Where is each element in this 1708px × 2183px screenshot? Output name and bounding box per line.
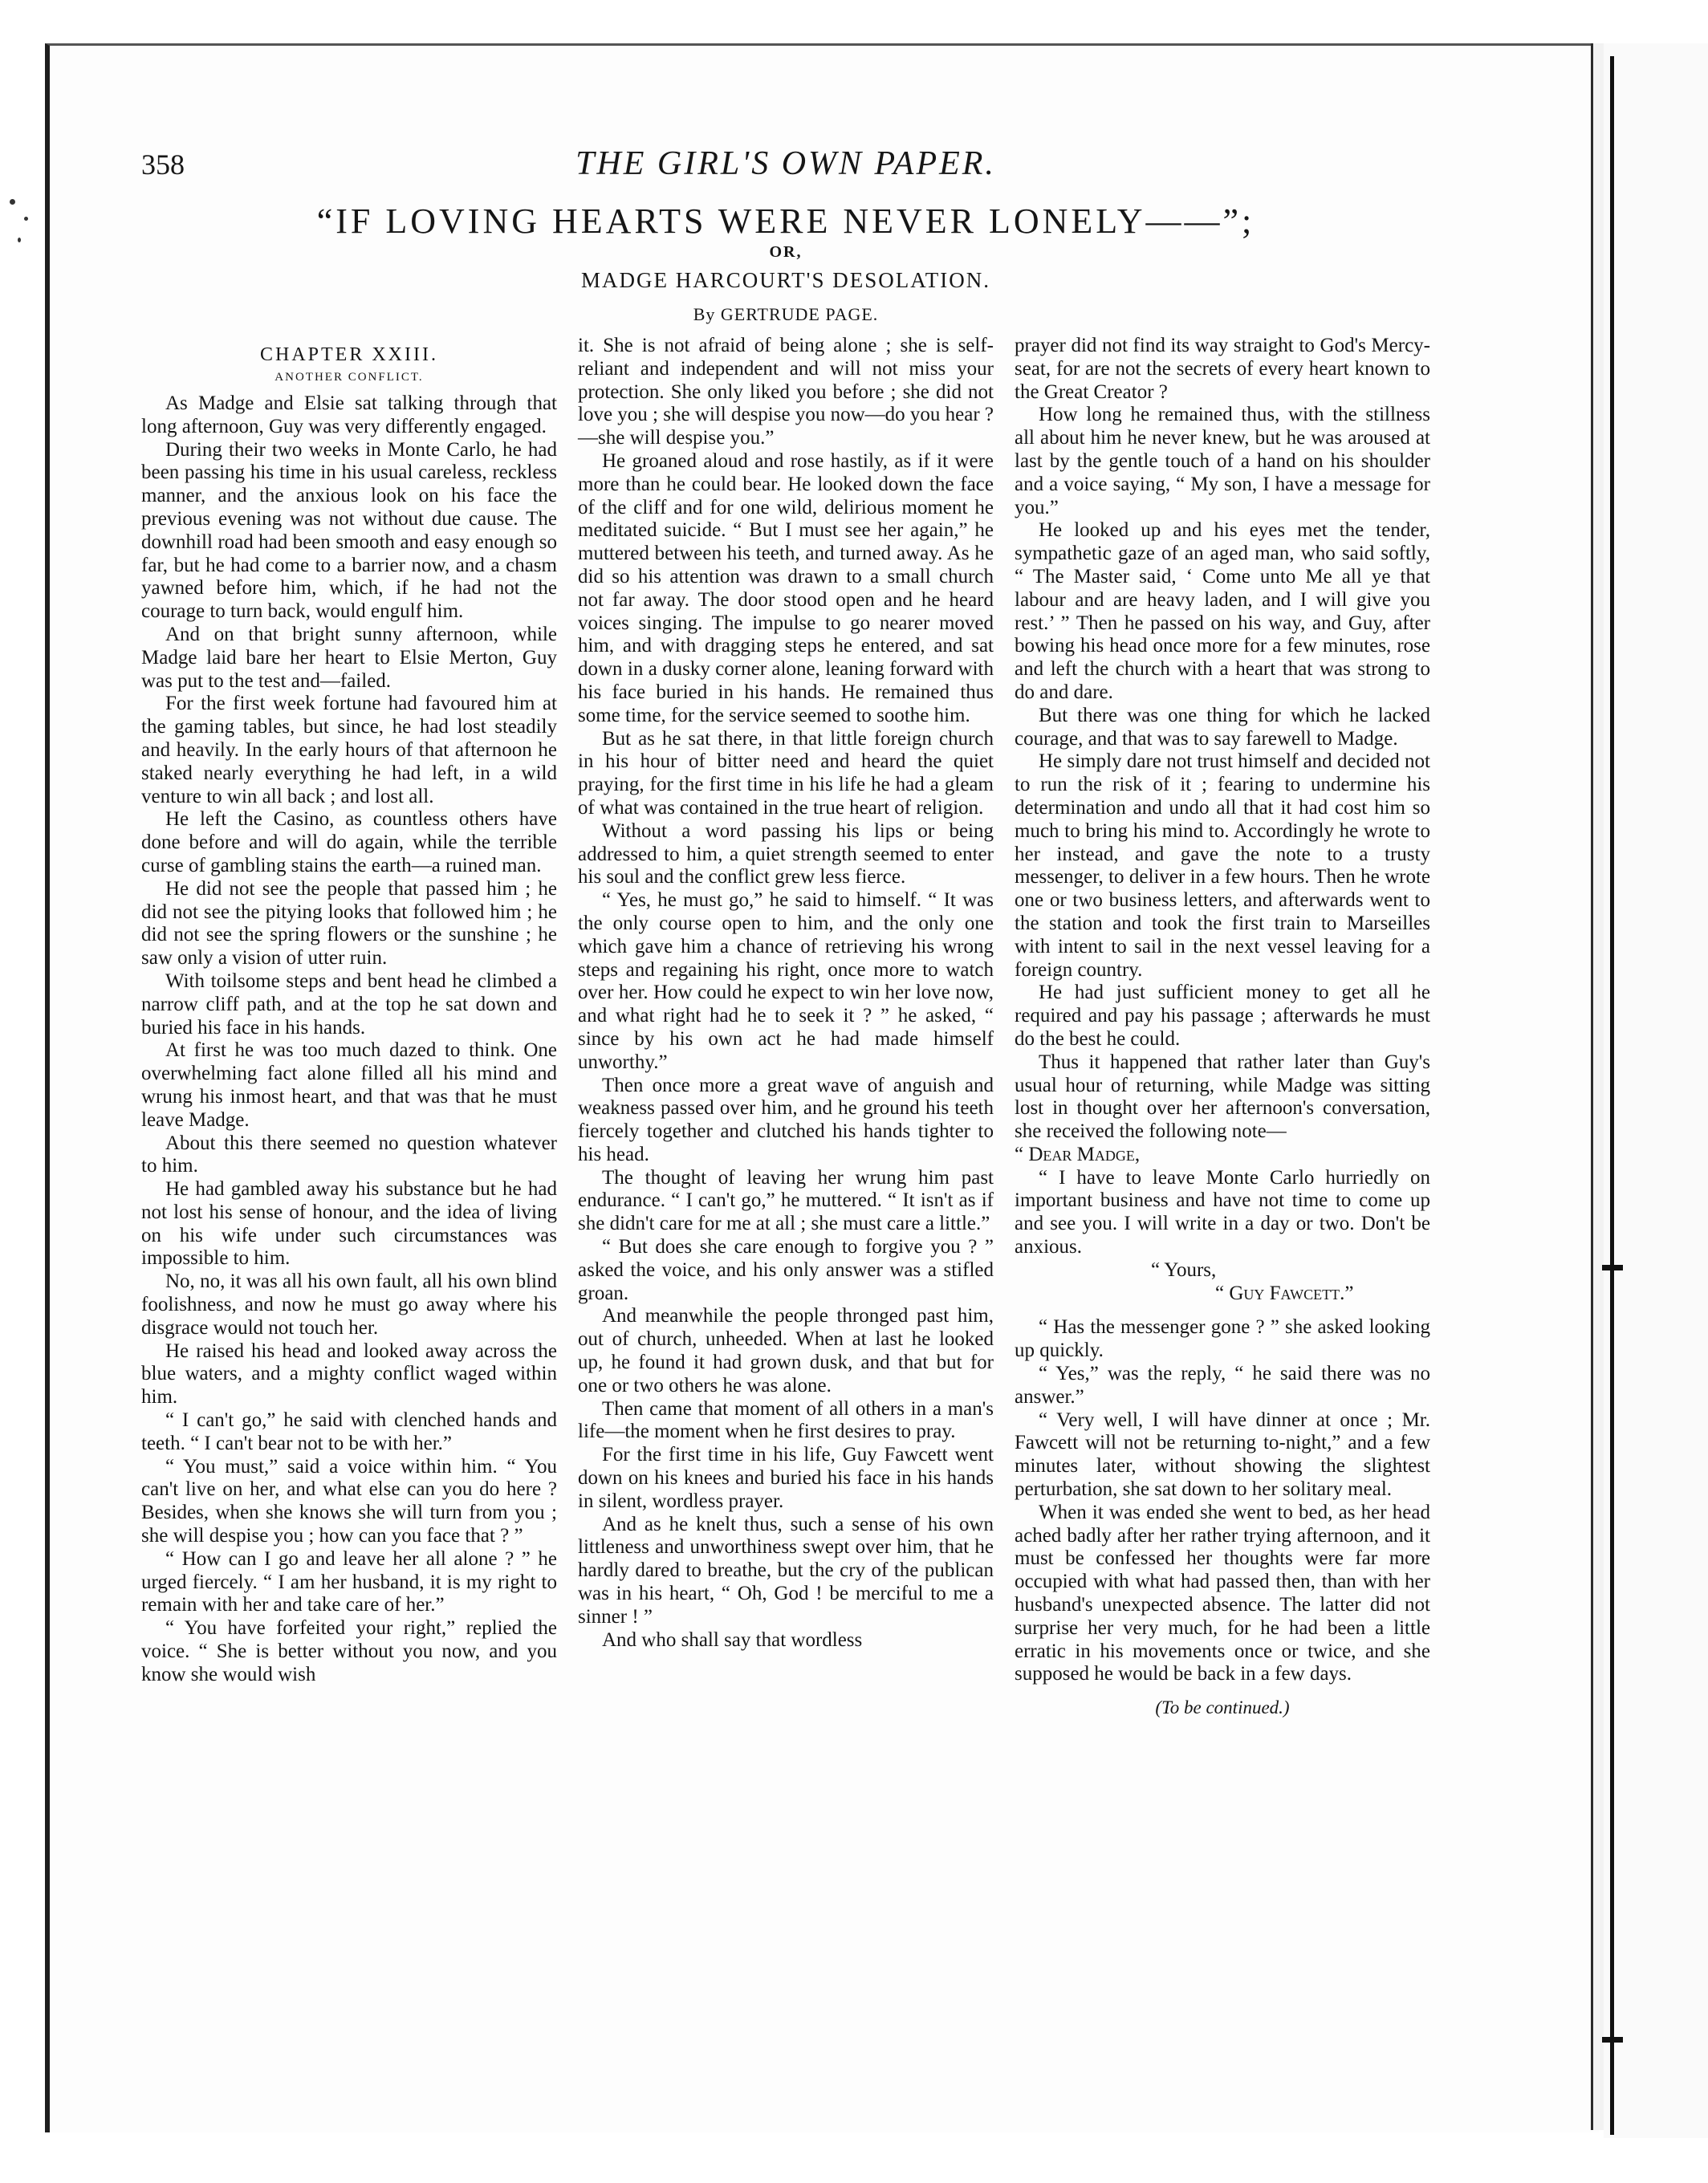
column-right — [1015, 335, 1430, 1996]
page-number: 358 — [141, 148, 185, 181]
paragraph: But as he sat there, in that little foreign church in his hour of bitter need and heard the quiet praying, for the first time in his life he had a gleam of what was contained in the true heart of religion. — [578, 727, 994, 819]
letter-body: “ I have to leave Monte Carlo hurriedly on important business and have not time to come up and see you. I will write in a day or two. Don't be anxious. — [1015, 1166, 1430, 1258]
story-byline: By GERTRUDE PAGE. — [693, 304, 879, 324]
paragraph: How long he remained thus, with the stillness all about him he never knew, but he was aroused at last by the gentle touch of a hand on his shoulder and a voice saying, “ My son, I have a message for you.” — [1015, 404, 1430, 518]
letter-salutation: “ Dear Madge, — [1015, 1143, 1141, 1165]
chapter-number: CHAPTER XXIII. — [260, 344, 438, 365]
paragraph: But there was one thing for which he lacked courage, and that was to say farewell to Madge. — [1015, 704, 1430, 750]
facing-page-edge — [1604, 43, 1708, 2138]
paragraph: No, no, it was all his own fault, all his own blind foolishness, and now he must go away where his disgrace would not touch her. — [141, 1270, 557, 1339]
chapter-subtitle: ANOTHER CONFLICT. — [274, 371, 424, 384]
paragraph: During their two weeks in Monte Carlo, he had been passing his time in his usual careless, reckless manner, and the anxious look on his face the previous evening was not without due cause. The downhill road had been smooth and easy enough so far, but he had come to a barrier now, and a chasm yawned before him, which, if he had not the courage to turn back, would engulf him. — [141, 438, 557, 623]
paragraph: “ I can't go,” he said with clenched hands and teeth. “ I can't bear not to be with her.” — [141, 1409, 557, 1454]
scan-speck — [10, 199, 15, 205]
page-content — [141, 141, 1430, 2083]
facing-page-rule — [1610, 56, 1614, 2135]
paragraph: He left the Casino, as countless others have done before and will do again, while the terrible curse of gambling stains the earth—a ruined man. — [141, 808, 557, 876]
story-title: “IF LOVING HEARTS WERE NEVER LONELY——”; — [316, 201, 1255, 241]
journal-title: THE GIRL'S OWN PAPER. — [575, 145, 996, 182]
paragraph: And on that bright sunny afternoon, while Madge laid bare her heart to Elsie Merton, Guy was put to the test and—failed. — [141, 623, 557, 692]
binding-gutter — [1591, 43, 1604, 2130]
paragraph: Then once more a great wave of anguish and weakness passed over him, and he ground his teeth fiercely together and clutched his hands tighter to his head. — [578, 1074, 994, 1165]
paragraph: And who shall say that wordless — [602, 1628, 863, 1651]
running-header — [141, 141, 1430, 197]
letter-closing: “ Yours, — [1151, 1258, 1217, 1281]
paragraph: “ How can I go and leave her all alone ? ” he urged fiercely. “ I am her husband, it is my right to remain with her and take care of her.” — [141, 1547, 557, 1616]
paragraph: He had just sufficient money to get all he required and pay his passage ; afterwards he must do the best he could. — [1015, 982, 1430, 1050]
paragraph: As Madge and Elsie sat talking through that long afternoon, Guy was very differently engaged. — [141, 392, 557, 437]
paragraph: it. She is not afraid of being alone ; she is self-reliant and independent and will not miss your protection. She only liked you before ; she did not love you ; she will despise you now—do you hear ? —she will despise you.” — [578, 335, 994, 449]
rule-tick — [1602, 1265, 1623, 1270]
to-be-continued: (To be continued.) — [1155, 1697, 1290, 1718]
paragraph: prayer did not find its way straight to God's Mercy-seat, for are not the secrets of every heart known to the Great Creator ? — [1015, 335, 1430, 403]
paragraph: When it was ended she went to bed, as her head ached badly after her rather trying afternoon, and it must be confessed her thoughts were far more occupied with what had passed then, than with her husband's unexpected absence. The latter did not surprise her very much, for he had been a little erratic in his movements once or twice, and she supposed he would be back in a few days. — [1015, 1501, 1430, 1685]
story-or: OR, — [769, 243, 803, 261]
paragraph: “ You must,” said a voice within him. “ You can't live on her, and what else can you do here ? Besides, when she knows she will turn from you ; she will despise you ; how can you face that ? ” — [141, 1455, 557, 1547]
paragraph: “ But does she care enough to forgive you ? ” asked the voice, and his only answer was a stifled groan. — [578, 1236, 994, 1304]
paragraph: Without a word passing his lips or being addressed to him, a quiet strength seemed to enter his soul and the conflict grew less fierce. — [578, 819, 994, 888]
paragraph: Then came that moment of all others in a man's life—the moment when he first desires to pray. — [578, 1397, 994, 1443]
letter-signature: “ Guy Fawcett.” — [1215, 1282, 1354, 1304]
paragraph: At first he was too much dazed to think. One overwhelming fact alone filled all his mind and wrung his inmost heart, and that was that he must leave Madge. — [141, 1039, 557, 1131]
letter — [1015, 1144, 1430, 1306]
text-columns — [141, 335, 1430, 1996]
paragraph: “ You have forfeited your right,” replied the voice. “ She is better without you now, and you know she would wish — [141, 1617, 557, 1685]
paragraph: About this there seemed no question whatever to him. — [141, 1132, 557, 1177]
paragraph: He did not see the people that passed him ; he did not see the pitying looks that followed him ; he did not see the spring flowers or the sunshine ; he saw only a vision of utter ruin. — [141, 877, 557, 970]
column-left — [141, 335, 557, 1996]
story-heading — [141, 201, 1430, 325]
paragraph: He had gambled away his substance but he had not lost his sense of honour, and the idea of living on his wife under such circumstances was impossible to him. — [141, 1178, 557, 1270]
paragraph: For the first week fortune had favoured him at the gaming tables, but since, he had lost steadily and heavily. In the early hours of that afternoon he staked nearly everything he had left, in a wild venture to win all back ; and lost all. — [141, 693, 557, 807]
paragraph: He raised his head and looked away across the blue waters, and a mighty conflict waged within him. — [141, 1339, 557, 1409]
paragraph: And as he knelt thus, such a sense of his own littleness and unworthiness swept over him, that he hardly dared to breathe, but the cry of the publican was in his heart, “ Oh, God ! be merciful to me a sinner ! ” — [578, 1513, 994, 1628]
paragraph: With toilsome steps and bent head he climbed a narrow cliff path, and at the top he sat down and buried his face in his hands. — [141, 970, 557, 1039]
paragraph: He simply dare not trust himself and decided not to run the risk of it ; fearing to undermine his determination and undo all that it had cost him so much to bring his mind to. Accordingly he wrote to her instead, and gave the note to a trusty messenger, to deliver in a few hours. Then he wrote one or two business letters, and afterwards went to the station and took the first train to Marseilles with intent to sail in the next vessel leaving for a foreign country. — [1015, 750, 1430, 981]
paragraph: For the first time in his life, Guy Fawcett went down on his knees and buried his face in his hands in silent, wordless prayer. — [578, 1444, 994, 1512]
paragraph: “ Yes, he must go,” he said to himself. “ It was the only course open to him, and the only one which gave him a chance of retrieving his wrong steps and regaining his right, once more to watch over her. How could he expect to win her love now, and what right had he to seek it ? ” he asked, “ since by his own act he had made himself unworthy.” — [578, 889, 994, 1073]
paragraph: He looked up and his eyes met the tender, sympathetic gaze of an aged man, who said softly, “ The Master said, ‘ Come unto Me all ye that labour and are heavy laden, and I will give you rest.’ ” Then he passed on his way, and Guy, after bowing his head once more for a few minutes, rose and left the church with a heart that was strong to do and dare. — [1015, 519, 1430, 703]
scan-speck — [18, 238, 21, 242]
paragraph: “ Very well, I will have dinner at once ; Mr. Fawcett will not be returning to-night,” and a few minutes later, without showing the slightest perturbation, she sat down to her solitary meal. — [1015, 1409, 1430, 1501]
paragraph: “ Yes,” was the reply, “ he said there was no answer.” — [1015, 1363, 1430, 1408]
column-middle — [578, 335, 994, 1996]
rule-tick — [1602, 2037, 1623, 2043]
paragraph: Thus it happened that rather later than Guy's usual hour of returning, while Madge was sitting lost in thought over her afternoon's conversation, she received the following note— — [1015, 1051, 1430, 1143]
story-subtitle: MADGE HARCOURT'S DESOLATION. — [580, 268, 990, 292]
paragraph: And meanwhile the people thronged past him, out of church, unheeded. When at last he looked up, he found it had grown dusk, and that but for one or two others he was alone. — [578, 1305, 994, 1396]
scan-speck — [24, 217, 28, 221]
paragraph: He groaned aloud and rose hastily, as if it were more than he could bear. He looked down the face of the cliff and for one wild, delirious moment he meditated suicide. “ But I must see her again,” he muttered between his teeth, and turned away. As he did so his attention was drawn to a small church not far away. The door stood open and he heard voices singing. The impulse to go nearer moved him, and with dragging steps he entered, and sat down in a dusky corner alone, leaning forward with his face buried in his hands. He remained thus some time, for the service seemed to soothe him. — [578, 449, 994, 726]
paragraph: The thought of leaving her wrung him past endurance. “ I can't go,” he muttered. “ It isn't as if she didn't care for me at all ; she must care a little.” — [578, 1166, 994, 1235]
paragraph: “ Has the messenger gone ? ” she asked looking up quickly. — [1015, 1316, 1430, 1362]
